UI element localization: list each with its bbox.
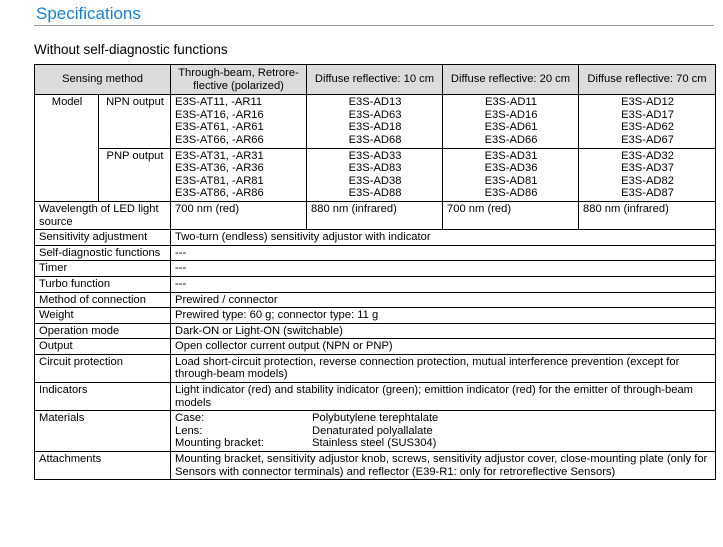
specifications-table bbox=[34, 64, 716, 480]
model-code: E3S-AD86 bbox=[484, 187, 538, 200]
model-code: E3S-AD67 bbox=[621, 133, 674, 146]
material-value: Polybutylene terephtalate bbox=[312, 412, 439, 425]
material-value: Denaturated polyallalate bbox=[312, 424, 433, 437]
row-label: Timer bbox=[35, 261, 171, 277]
row-value: Light indicator (red) and stability indicator (green); emittion indicator (red) for the emitter of through-beam models bbox=[171, 383, 716, 411]
row-label: Indicators bbox=[35, 383, 171, 411]
material-key: Lens: bbox=[175, 424, 203, 437]
table-row bbox=[35, 323, 716, 339]
model-code: E3S-AD38 bbox=[348, 174, 402, 187]
row-value: --- bbox=[171, 245, 716, 261]
header-diffuse-70cm: Diffuse reflective: 70 cm bbox=[579, 65, 716, 95]
table-row-wavelength bbox=[35, 201, 716, 229]
wavelength-label: Wavelength of LED light source bbox=[35, 201, 171, 229]
header-diffuse-10cm: Diffuse reflective: 10 cm bbox=[307, 65, 443, 95]
row-label: Turbo function bbox=[35, 276, 171, 292]
row-label: Operation mode bbox=[35, 323, 171, 339]
model-code: E3S-AD33 bbox=[348, 149, 402, 162]
model-code: E3S-AT16, -AR16 bbox=[175, 108, 264, 121]
model-code: E3S-AD16 bbox=[484, 108, 538, 121]
row-label: Method of connection bbox=[35, 292, 171, 308]
pnp-col4-cell bbox=[579, 148, 716, 201]
material-value: Stainless steel (SUS304) bbox=[312, 437, 437, 450]
header-diffuse-20cm: Diffuse reflective: 20 cm bbox=[443, 65, 579, 95]
row-value: Load short-circuit protection, reverse connection protection, mutual interference prevention (except for through-beam models) bbox=[171, 354, 716, 382]
table-row bbox=[35, 292, 716, 308]
model-code: E3S-AD32 bbox=[621, 149, 674, 162]
model-code: E3S-AT86, -AR86 bbox=[175, 187, 264, 200]
page-title: Specifications bbox=[36, 4, 141, 23]
model-code: E3S-AT36, -AR36 bbox=[175, 162, 264, 175]
npn-col3-cell bbox=[443, 95, 579, 148]
material-key: Case: bbox=[175, 412, 205, 425]
model-code: E3S-AD13 bbox=[348, 96, 402, 109]
model-code: E3S-AT61, -AR61 bbox=[175, 121, 264, 134]
row-label: Weight bbox=[35, 308, 171, 324]
row-value: Dark-ON or Light-ON (switchable) bbox=[171, 323, 716, 339]
model-code: E3S-AD81 bbox=[484, 174, 538, 187]
pnp-col2-cell bbox=[307, 148, 443, 201]
model-code: E3S-AD63 bbox=[348, 108, 402, 121]
row-value: --- bbox=[171, 261, 716, 277]
row-label: Sensitivity adjustment bbox=[35, 230, 171, 246]
row-value: Prewired type: 60 g; connector type: 11 g bbox=[171, 308, 716, 324]
wavelength-value: 880 nm (infrared) bbox=[579, 201, 716, 229]
npn-col4-cell bbox=[579, 95, 716, 148]
model-code: E3S-AD82 bbox=[621, 174, 674, 187]
model-code: E3S-AD17 bbox=[621, 108, 674, 121]
row-value: --- bbox=[171, 276, 716, 292]
model-code: E3S-AD11 bbox=[485, 96, 538, 109]
title-divider bbox=[34, 25, 714, 26]
model-code: E3S-AT81, -AR81 bbox=[175, 174, 264, 187]
materials-value bbox=[171, 411, 716, 452]
table-row-materials bbox=[35, 411, 716, 452]
row-value: Two-turn (endless) sensitivity adjustor with indicator bbox=[171, 230, 716, 246]
header-through-beam: Through-beam, Retrore-flective (polarized) bbox=[171, 65, 307, 95]
model-code: E3S-AD37 bbox=[621, 162, 674, 175]
table-row bbox=[35, 339, 716, 355]
material-key: Mounting bracket: bbox=[175, 437, 264, 450]
row-value: Prewired / connector bbox=[171, 292, 716, 308]
row-label: Output bbox=[35, 339, 171, 355]
model-code: E3S-AD68 bbox=[348, 133, 402, 146]
model-code: E3S-AT11, -AR11 bbox=[175, 96, 263, 109]
table-row-npn bbox=[35, 95, 716, 148]
table-row-attachments bbox=[35, 452, 716, 480]
pnp-output-label: PNP output bbox=[99, 148, 171, 201]
npn-col2-cell bbox=[307, 95, 443, 148]
model-code: E3S-AT31, -AR31 bbox=[175, 149, 264, 162]
material-item bbox=[175, 425, 712, 438]
model-code: E3S-AD31 bbox=[484, 149, 538, 162]
wavelength-value: 700 nm (red) bbox=[443, 201, 579, 229]
table-row bbox=[35, 245, 716, 261]
model-label-continuation bbox=[35, 148, 99, 201]
pnp-col3-cell bbox=[443, 148, 579, 201]
model-code: E3S-AD36 bbox=[484, 162, 538, 175]
model-code: E3S-AD12 bbox=[621, 96, 674, 109]
table-row bbox=[35, 308, 716, 324]
wavelength-value: 700 nm (red) bbox=[171, 201, 307, 229]
table-row bbox=[35, 354, 716, 382]
table-row-pnp bbox=[35, 148, 716, 201]
material-item bbox=[175, 437, 712, 450]
section-subtitle: Without self-diagnostic functions bbox=[34, 42, 228, 57]
pnp-col1-cell bbox=[171, 148, 307, 201]
model-code: E3S-AD62 bbox=[621, 121, 674, 134]
header-sensing-method: Sensing method bbox=[35, 65, 171, 95]
npn-col1-cell bbox=[171, 95, 307, 148]
table-row bbox=[35, 276, 716, 292]
model-code: E3S-AD66 bbox=[484, 133, 538, 146]
row-label: Circuit protection bbox=[35, 354, 171, 382]
attachments-value: Mounting bracket, sensitivity adjustor knob, screws, sensitivity adjustor cover, close-mounting plate (only for Sensors with connector terminals) and reflector (E39-R1: only for retroreflective Sensors) bbox=[171, 452, 716, 480]
wavelength-value: 880 nm (infrared) bbox=[307, 201, 443, 229]
table-row bbox=[35, 383, 716, 411]
table-row bbox=[35, 230, 716, 246]
model-code: E3S-AD83 bbox=[348, 162, 402, 175]
model-code: E3S-AT66, -AR66 bbox=[175, 133, 264, 146]
material-item bbox=[175, 412, 712, 425]
model-code: E3S-AD88 bbox=[348, 187, 402, 200]
table-header-row bbox=[35, 65, 716, 95]
attachments-label: Attachments bbox=[35, 452, 171, 480]
table-row bbox=[35, 261, 716, 277]
row-value: Open collector current output (NPN or PNP) bbox=[171, 339, 716, 355]
model-code: E3S-AD18 bbox=[348, 121, 402, 134]
model-code: E3S-AD87 bbox=[621, 187, 674, 200]
npn-output-label: NPN output bbox=[99, 95, 171, 148]
model-code: E3S-AD61 bbox=[484, 121, 538, 134]
materials-label: Materials bbox=[35, 411, 171, 452]
model-label: Model bbox=[35, 95, 99, 148]
row-label: Self-diagnostic functions bbox=[35, 245, 171, 261]
